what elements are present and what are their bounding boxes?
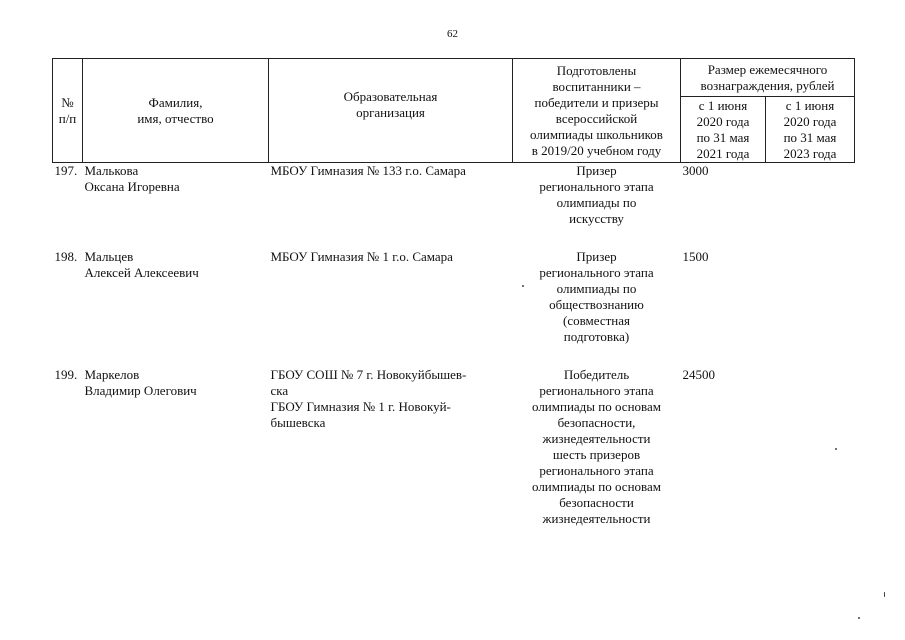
scan-speck: [884, 592, 885, 597]
row-amount-2021: 3000: [682, 163, 709, 178]
scan-speck: [835, 448, 837, 450]
header-monthly-reward: Размер ежемесячного вознаграждения, рублей: [681, 59, 855, 97]
header-period-2021: с 1 июня 2020 года по 31 мая 2021 года: [681, 97, 766, 163]
row-number: 198.: [54, 249, 78, 264]
row-full-name: Малькова Оксана Игоревна: [84, 163, 180, 194]
row-full-name: Маркелов Владимир Олегович: [84, 367, 197, 398]
table-row: [53, 367, 855, 537]
row-amount-2021: 24500: [682, 367, 715, 382]
header-period-2023: с 1 июня 2020 года по 31 мая 2023 года: [766, 97, 855, 163]
header-prepared-students: Подготовлены воспитанники – победители и призеры всероссийской олимпиады школьников в 2019/20 учебном году: [513, 59, 681, 163]
row-organization: ГБОУ СОШ № 7 г. Новокуйбышев- ска ГБОУ Гимназия № 1 г. Новокуй- бышевска: [270, 367, 467, 430]
table-row: [53, 163, 855, 250]
scan-speck: [858, 617, 860, 619]
row-amount-2021: 1500: [682, 249, 709, 264]
row-number: 199.: [54, 367, 78, 382]
page-number: 62: [447, 28, 458, 40]
row-amount-2023: [766, 163, 855, 250]
table-row: [53, 249, 855, 367]
row-amount-2023: [766, 249, 855, 367]
row-achievement: Победитель регионального этапа олимпиады по основам безопасности, жизнедеятельности шесть призеров регионального этапа олимпиады по основам безопасности жизнедеятельности: [531, 367, 661, 526]
header-organization: Образовательная организация: [269, 59, 513, 163]
header-full-name: Фамилия, имя, отчество: [83, 59, 269, 163]
row-achievement: Призер регионального этапа олимпиады по искусству: [539, 163, 654, 226]
awards-table: [52, 58, 855, 537]
scan-speck: [522, 285, 524, 287]
row-organization: МБОУ Гимназия № 1 г.о. Самара: [270, 249, 453, 264]
row-full-name: Мальцев Алексей Алексеевич: [84, 249, 199, 280]
row-amount-2023: [766, 367, 855, 537]
row-achievement: Призер регионального этапа олимпиады по обществознанию (совместная подготовка): [539, 249, 654, 344]
header-number: № п/п: [53, 59, 83, 163]
table-header: [53, 59, 855, 163]
row-number: 197.: [54, 163, 78, 178]
row-organization: МБОУ Гимназия № 133 г.о. Самара: [270, 163, 466, 178]
